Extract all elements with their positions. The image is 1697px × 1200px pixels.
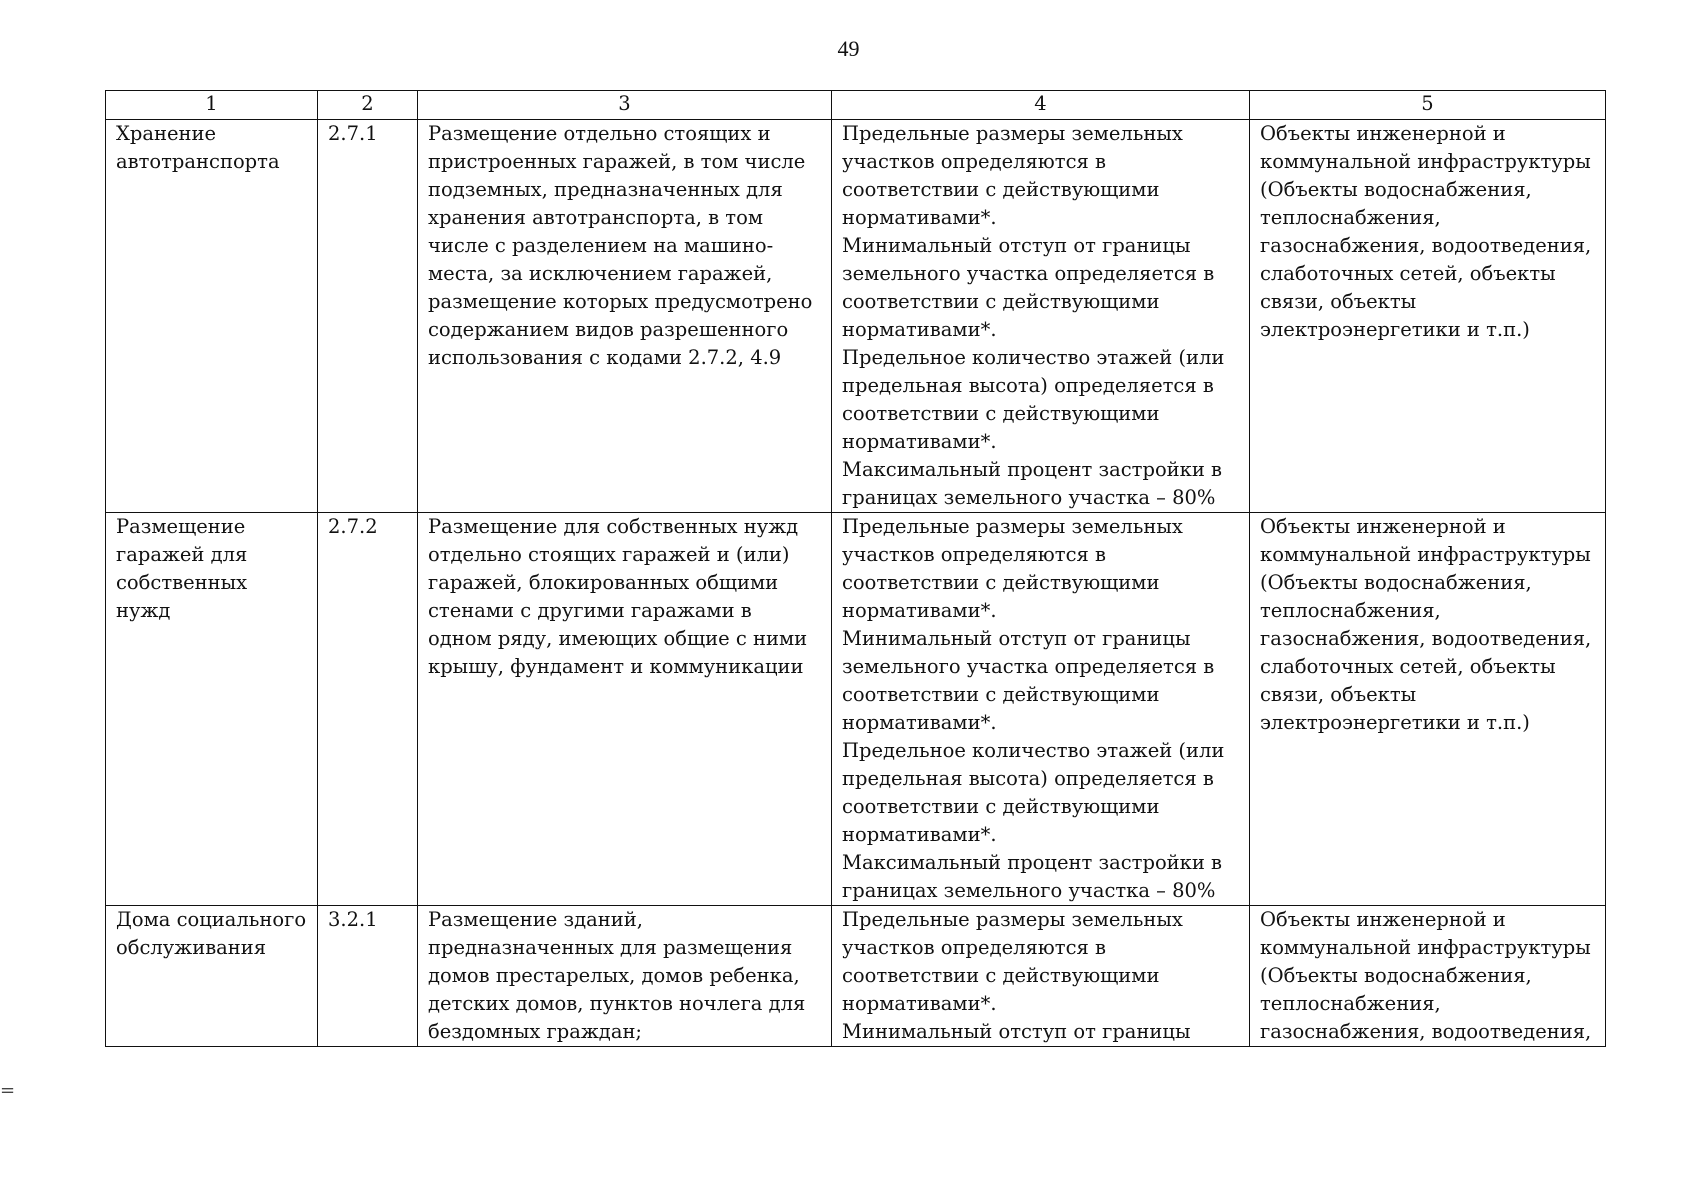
header-col-5: 5 — [1250, 91, 1606, 120]
use-name-cell: Размещение гаражей для собственных нужд — [106, 513, 318, 906]
table-row — [106, 906, 1606, 1047]
parameter-text: Минимальный отступ от границы земельного участка определяется в соответствии с действующими нормативами*. — [842, 234, 1215, 341]
table-row — [106, 513, 1606, 906]
header-col-1: 1 — [106, 91, 318, 120]
use-code-cell: 2.7.1 — [318, 120, 418, 513]
use-name-cell: Хранение автотранспорта — [106, 120, 318, 513]
header-col-3: 3 — [418, 91, 832, 120]
auxiliary-uses-cell: Объекты инженерной и коммунальной инфраструктуры (Объекты водоснабжения, теплоснабжения, газоснабжения, водоотведения, слаботочных сетей, объекты связи, объекты электроэнергетики и т.п.) — [1250, 120, 1606, 513]
parameter-text: Предельные размеры земельных участков определяются в соответствии с действующими нормативами*. — [842, 515, 1183, 622]
parameters-cell — [832, 906, 1250, 1047]
use-code-cell: 2.7.2 — [318, 513, 418, 906]
parameter-text: Максимальный процент застройки в границах земельного участка – 80% — [842, 851, 1223, 902]
auxiliary-uses-cell: Объекты инженерной и коммунальной инфраструктуры (Объекты водоснабжения, теплоснабжения, газоснабжения, водоотведения, слаботочных сетей, объекты связи, объекты электроэнергетики и т.п.) — [1250, 513, 1606, 906]
use-description-cell: Размещение отдельно стоящих и пристроенных гаражей, в том числе подземных, предназначенных для хранения автотранспорта, в том числе с разделением на машино-места, за исключением гаражей, размещение которых предусмотрено содержанием видов разрешенного использования с кодами 2.7.2, 4.9 — [418, 120, 832, 513]
use-name-cell: Дома социального обслуживания — [106, 906, 318, 1047]
parameter-text: Минимальный отступ от границы — [842, 1020, 1191, 1043]
table-header-row — [106, 91, 1606, 120]
table-row — [106, 120, 1606, 513]
land-use-table — [105, 90, 1606, 1047]
page-number: 49 — [837, 36, 860, 61]
use-code-cell: 3.2.1 — [318, 906, 418, 1047]
auxiliary-uses-cell: Объекты инженерной и коммунальной инфраструктуры (Объекты водоснабжения, теплоснабжения, газоснабжения, водоотведения, — [1250, 906, 1606, 1047]
header-col-2: 2 — [318, 91, 418, 120]
parameter-text: Предельные размеры земельных участков определяются в соответствии с действующими нормативами*. — [842, 908, 1183, 1015]
parameters-cell — [832, 513, 1250, 906]
header-col-4: 4 — [832, 91, 1250, 120]
use-description-cell: Размещение зданий, предназначенных для размещения домов престарелых, домов ребенка, детских домов, пунктов ночлега для бездомных граждан; — [418, 906, 832, 1047]
parameter-text: Предельное количество этажей (или предельная высота) определяется в соответствии с действующими нормативами*. — [842, 346, 1225, 453]
parameter-text: Предельные размеры земельных участков определяются в соответствии с действующими нормативами*. — [842, 122, 1183, 229]
use-description-cell: Размещение для собственных нужд отдельно стоящих гаражей и (или) гаражей, блокированных общими стенами с другими гаражами в одном ряду, имеющих общие с ними крышу, фундамент и коммуникации — [418, 513, 832, 906]
parameter-text: Максимальный процент застройки в границах земельного участка – 80% — [842, 458, 1223, 509]
parameter-text: Предельное количество этажей (или предельная высота) определяется в соответствии с действующими нормативами*. — [842, 739, 1225, 846]
parameter-text: Минимальный отступ от границы земельного участка определяется в соответствии с действующими нормативами*. — [842, 627, 1215, 734]
scan-mark: = — [0, 1080, 16, 1101]
parameters-cell — [832, 120, 1250, 513]
